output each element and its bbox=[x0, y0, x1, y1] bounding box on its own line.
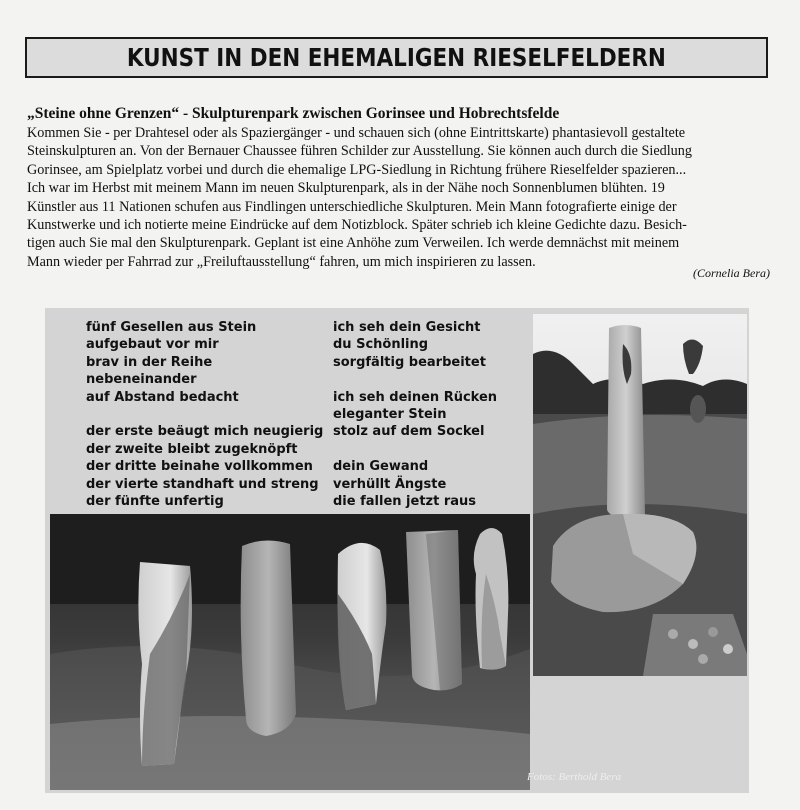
pedestal-sculpture-image bbox=[533, 314, 747, 676]
poem-line: du Schönling bbox=[333, 337, 429, 353]
poem-left-column bbox=[86, 319, 323, 528]
pedestal-sculpture-photo bbox=[533, 314, 747, 676]
poem-line: auf Abstand bedacht bbox=[86, 389, 239, 405]
poem-line: ich seh dein Gesicht bbox=[333, 320, 481, 335]
poem-stanza bbox=[333, 389, 497, 441]
body-line: Künstler aus 11 Nationen schufen aus Findlingen unterschiedliche Skulpturen. Mein Mann fotografierte einige der bbox=[27, 198, 677, 215]
body-line: tigen auch Sie mal den Skulpturenpark. Geplant ist eine Anhöhe zum Verweilen. Ich werde demnächst mit meinem bbox=[27, 235, 680, 252]
poem-line: die fallen jetzt raus bbox=[333, 494, 477, 510]
poem-line: fünf Gesellen aus Stein bbox=[86, 320, 257, 335]
poem-line: dein Gewand bbox=[333, 459, 429, 475]
body-line: Mann wieder per Fahrrad zur „Freiluftausstellung“ fahren, um mich inspirieren zu lassen. bbox=[27, 253, 536, 270]
poem-line: der fünfte unfertig bbox=[86, 494, 224, 510]
poem-stanza bbox=[333, 458, 497, 510]
poem-line: verhüllt Ängste bbox=[333, 476, 447, 492]
body-line: Steinskulpturen an. Von der Bernauer Chaussee führen Schilder zur Ausstellung. Sie können auch durch die Siedlung bbox=[27, 143, 692, 160]
headline-box bbox=[25, 37, 768, 78]
sculptures-row-photo bbox=[50, 514, 530, 790]
poem-line: der erste beäugt mich neugierig bbox=[86, 424, 324, 440]
poem-line: eleganter Stein bbox=[333, 407, 447, 423]
byline: (Cornelia Bera) bbox=[693, 266, 770, 280]
poem-stanza bbox=[86, 423, 323, 510]
body-line: Ich war im Herbst mit meinem Mann im neuen Skulpturenpark, als in der Nähe noch Sonnenblumen blühten. 19 bbox=[27, 180, 665, 197]
poem-right-column bbox=[333, 319, 497, 528]
poem-stanza bbox=[333, 319, 497, 371]
poem-line: ich seh deinen Rücken bbox=[333, 389, 498, 405]
subheadline: „Steine ohne Grenzen“ - Skulpturenpark zwischen Gorinsee und Hobrechtsfelde bbox=[27, 105, 560, 122]
sculpture-2 bbox=[241, 540, 296, 736]
poem-line: der zweite bleibt zugeknöpft bbox=[86, 441, 298, 457]
poem-line: der vierte standhaft und streng bbox=[86, 476, 319, 492]
poem-line: aufgebaut vor mir bbox=[86, 337, 219, 353]
poem-line: sorgfältig bearbeitet bbox=[333, 354, 486, 370]
sculptures-row-image bbox=[50, 514, 530, 790]
poem-line: brav in der Reihe bbox=[86, 354, 213, 370]
article-body bbox=[27, 124, 775, 271]
headline: KUNST IN DEN EHEMALIGEN RIESELFELDERN bbox=[126, 43, 667, 72]
poem-line: stolz auf dem Sockel bbox=[333, 424, 485, 440]
body-line: Gorinsee, am Spielplatz vorbei und durch die ehemalige LPG-Siedlung in Richtung frühere Rieselfelder spazieren... bbox=[27, 161, 687, 178]
poem-stanza bbox=[86, 319, 323, 406]
body-line: Kunstwerke und ich notierte meine Eindrücke auf dem Notizblock. Später schrieb ich kleine Gedichte dazu. Besich- bbox=[27, 217, 687, 234]
poem-line: nebeneinander bbox=[86, 372, 197, 388]
body-line: Kommen Sie - per Drahtesel oder als Spaziergänger - und schauen sich (ohne Eintrittskarte) phantasievoll gestaltete bbox=[27, 125, 686, 141]
poem-line: der dritte beinahe vollkommen bbox=[86, 459, 313, 475]
photo-credit: Fotos: Berthold Bera bbox=[527, 771, 622, 783]
